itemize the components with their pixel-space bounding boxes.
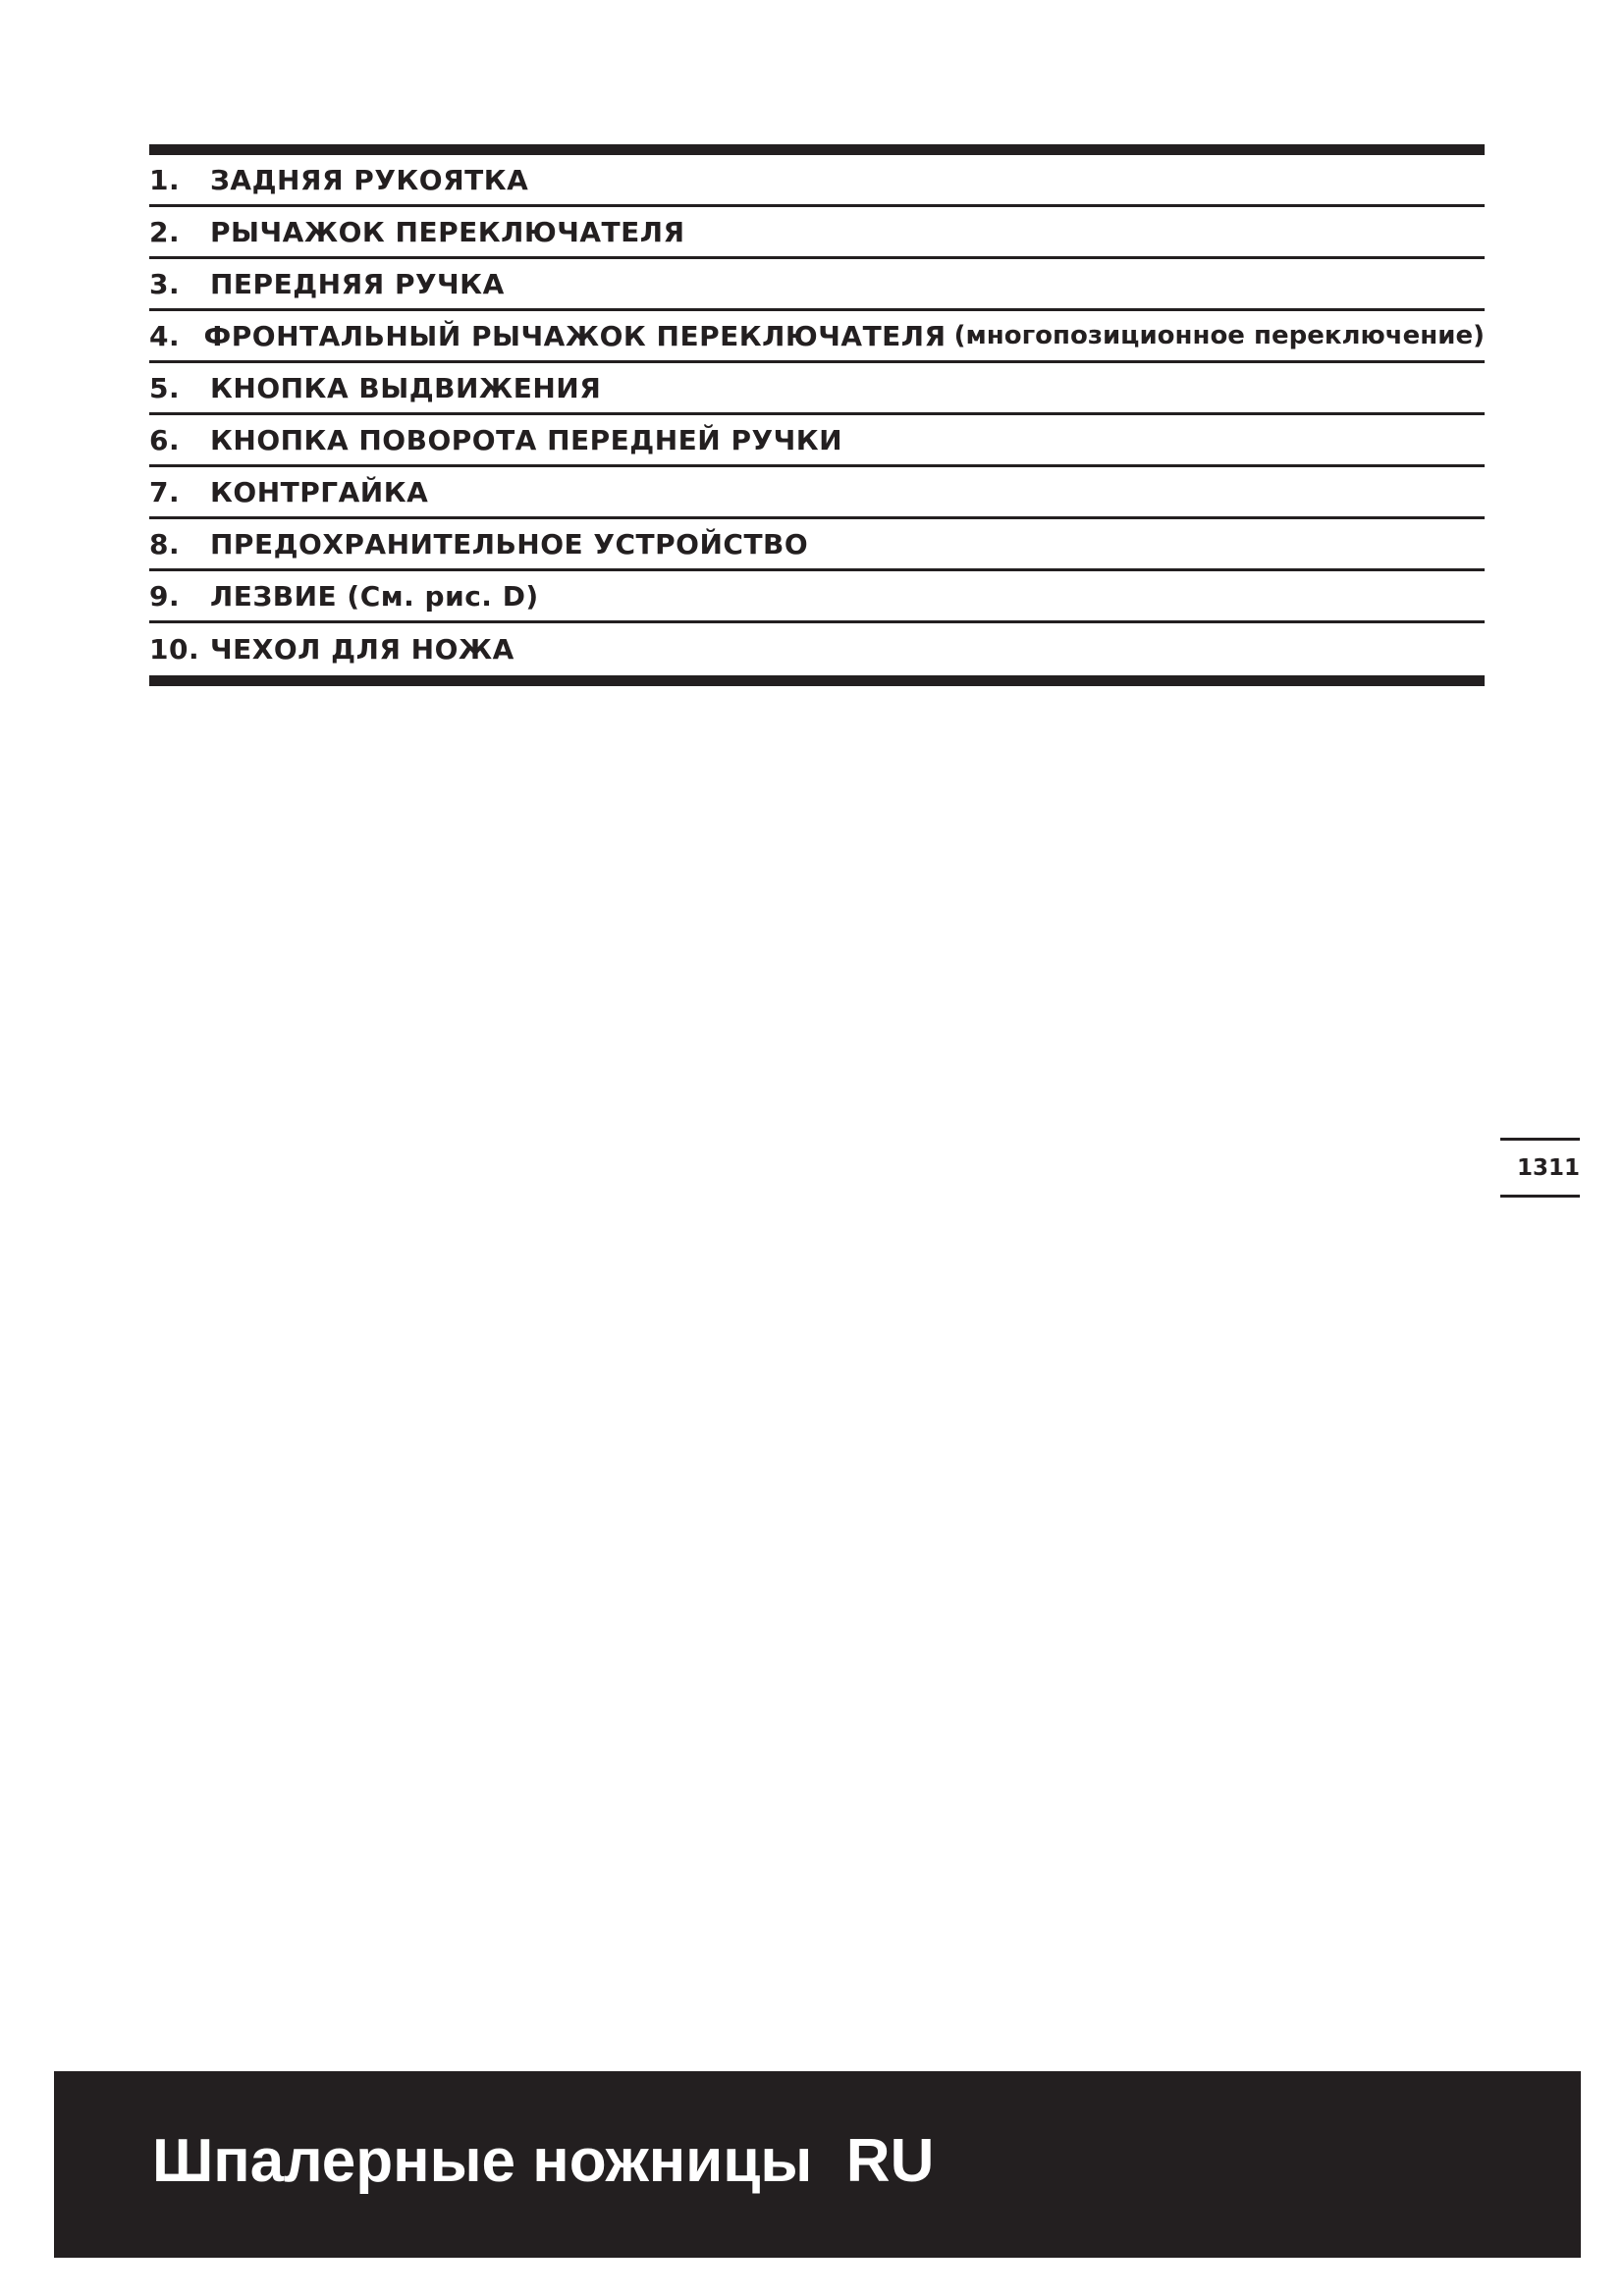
footer-band	[54, 2071, 1581, 2258]
item-label: КНОПКА ВЫДВИЖЕНИЯ	[210, 371, 602, 404]
parts-list-item-9	[149, 571, 1485, 623]
item-number: 5.	[149, 371, 181, 404]
item-label: ПРЕДОХРАНИТЕЛЬНОЕ УСТРОЙСТВО	[210, 527, 809, 561]
parts-list-item-3	[149, 259, 1485, 311]
item-label: ЛЕЗВИЕ (См. рис. D)	[210, 579, 539, 613]
item-number: 2.	[149, 215, 181, 248]
parts-list	[149, 144, 1485, 686]
parts-list-item-2	[149, 207, 1485, 259]
item-label: КНОПКА ПОВОРОТА ПЕРЕДНЕЙ РУЧКИ	[210, 423, 843, 456]
item-label: ФРОНТАЛЬНЫЙ РЫЧАЖОК ПЕРЕКЛЮЧАТЕЛЯ	[203, 319, 947, 352]
item-number: 3.	[149, 267, 181, 300]
parts-list-item-10	[149, 623, 1485, 675]
item-label: КОНТРГАЙКА	[210, 475, 429, 508]
item-number: 8.	[149, 527, 181, 561]
item-number: 9.	[149, 579, 181, 613]
parts-list-item-1	[149, 155, 1485, 207]
parts-list-item-4	[149, 311, 1485, 363]
item-label: ЗАДНЯЯ РУКОЯТКА	[210, 163, 529, 196]
parts-list-item-7	[149, 467, 1485, 519]
item-label: ЧЕХОЛ ДЛЯ НОЖА	[210, 633, 514, 666]
item-note: (многопозиционное переключение)	[953, 321, 1485, 350]
item-number: 4.	[149, 319, 181, 352]
item-number: 1.	[149, 163, 181, 196]
parts-list-item-5	[149, 363, 1485, 415]
item-label: ПЕРЕДНЯЯ РУЧКА	[210, 267, 505, 300]
item-number: 10.	[149, 633, 200, 666]
page-number: 1311	[1500, 1138, 1580, 1198]
item-number: 7.	[149, 475, 181, 508]
parts-list-item-6	[149, 415, 1485, 467]
parts-list-item-8	[149, 519, 1485, 571]
footer-title: Шпалерные ножницы RU	[152, 2127, 935, 2195]
item-label: РЫЧАЖОК ПЕРЕКЛЮЧАТЕЛЯ	[210, 215, 685, 248]
item-number: 6.	[149, 423, 181, 456]
